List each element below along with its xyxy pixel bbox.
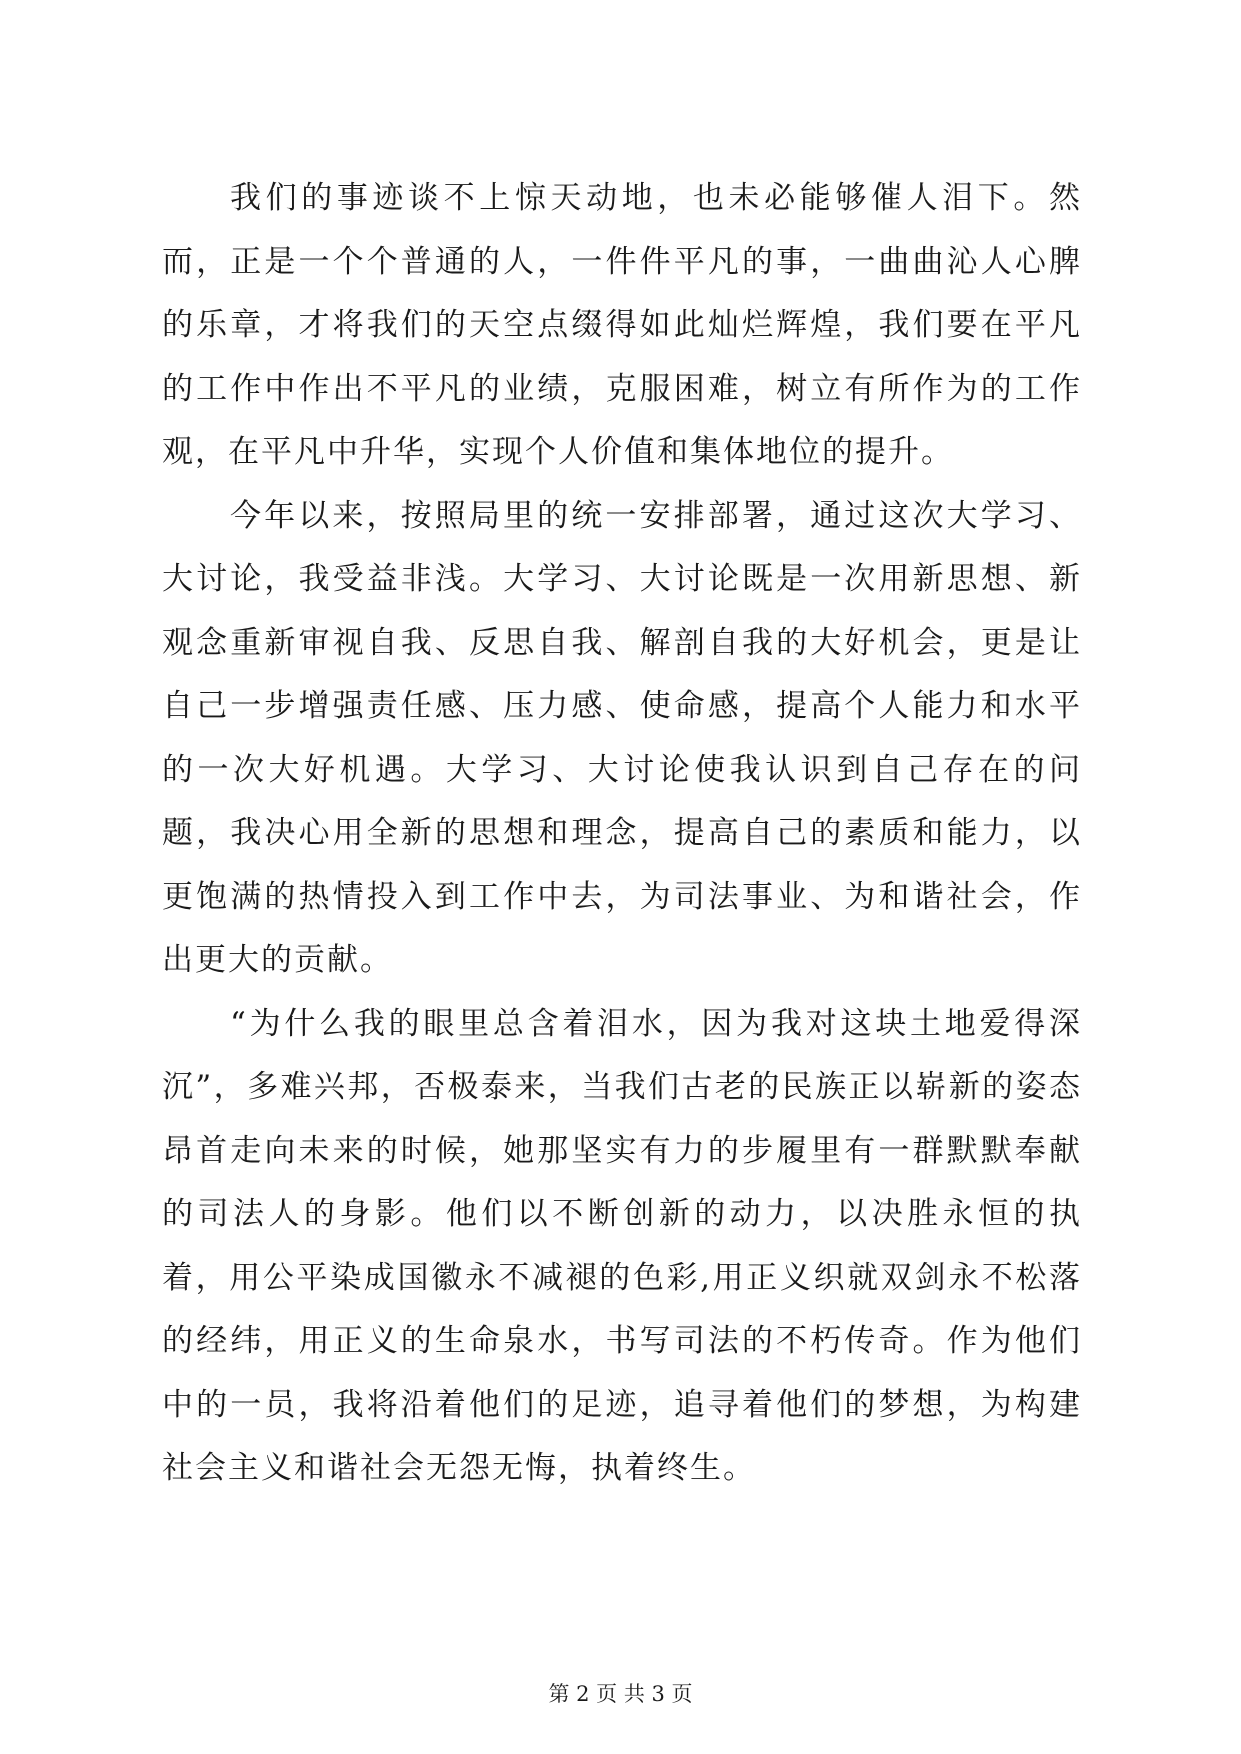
page-footer xyxy=(0,1679,1241,1709)
paragraph-1: 我们的事迹谈不上惊天动地，也未必能够催人泪下。然而，正是一个个普通的人，一件件平凡的事，一曲曲沁人心脾的乐章，才将我们的天空点缀得如此灿烂辉煌，我们要在平凡的工作中作出不平凡的业绩，克服困难，树立有所作为的工作观，在平凡中升华，实现个人价值和集体地位的提升。 xyxy=(162,180,1082,470)
page-number-label: 第 2 页 共 3 页 xyxy=(548,1682,693,1706)
paragraph-2: 今年以来，按照局里的统一安排部署，通过这次大学习、大讨论，我受益非浅。大学习、大讨论既是一次用新思想、新观念重新审视自我、反思自我、解剖自我的大好机会，更是让自己一步增强责任感、压力感、使命感，提高个人能力和水平的一次大好机遇。大学习、大讨论使我认识到自己存在的问题，我决心用全新的思想和理念，提高自己的素质和能力，以更饱满的热情投入到工作中去，为司法事业、为和谐社会，作出更大的贡献。 xyxy=(162,497,1082,978)
paragraph-3: “为什么我的眼里总含着泪水，因为我对这块土地爱得深沉”，多难兴邦，否极泰来，当我们古老的民族正以崭新的姿态昂首走向未来的时候，她那坚实有力的步履里有一群默默奉献的司法人的身影。他们以不断创新的动力，以决胜永恒的执着，用公平染成国徽永不减褪的色彩,用正义织就双剑永不松落的经纬，用正义的生命泉水，书写司法的不朽传奇。作为他们中的一员，我将沿着他们的足迹，追寻着他们的梦想，为构建社会主义和谐社会无怨无悔，执着终生。 xyxy=(162,1005,1082,1486)
document-body xyxy=(162,167,1082,1501)
